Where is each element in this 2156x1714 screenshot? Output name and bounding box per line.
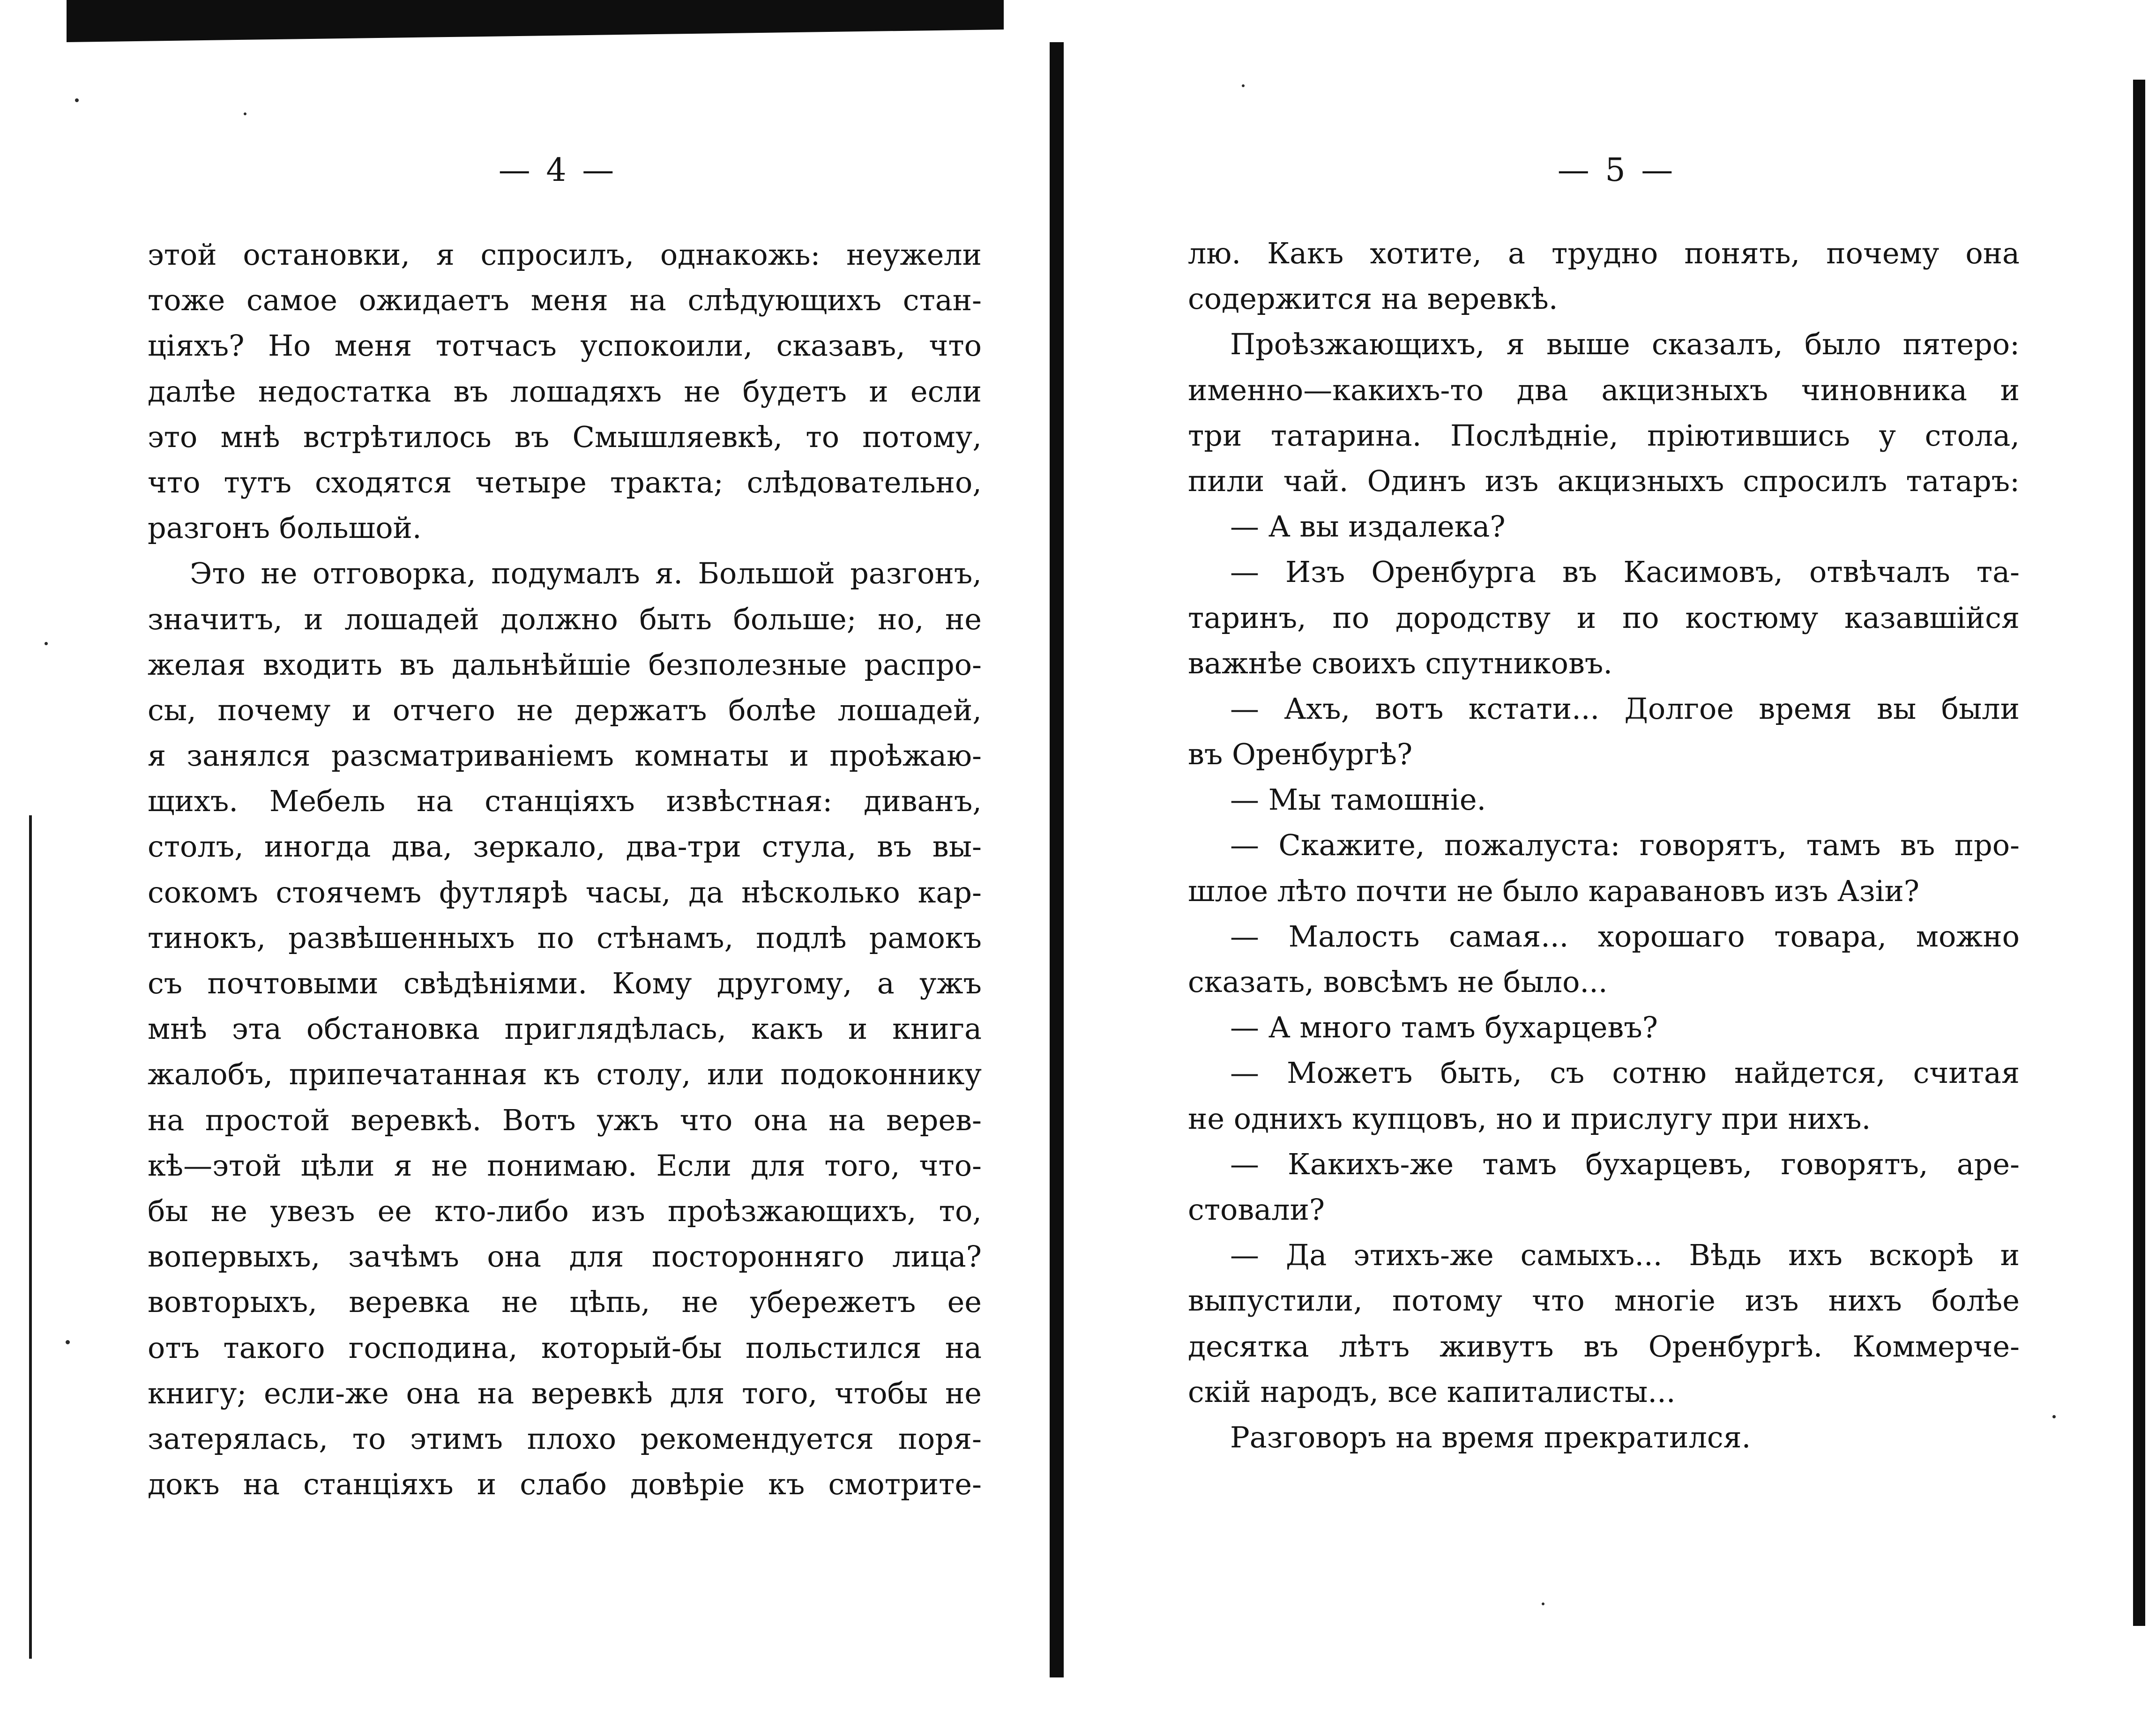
text-line: вовторыхъ, веревка не цѣпь, не убережетъ ее [148,1285,982,1319]
text-line: тоже самое ожидаетъ меня на слѣдующихъ стан- [148,283,982,318]
text-line: выпустили, потому что многіе изъ нихъ болѣе [1188,1283,2020,1318]
scan-edge-right [2133,80,2145,1626]
text-line: не однихъ купцовъ, но и прислугу при нихъ. [1188,1101,1871,1136]
text-line: докъ на станціяхъ и слабо довѣріе къ смотрите- [148,1467,982,1502]
text-line: сказать, вовсѣмъ не было... [1188,965,1608,999]
left-page-text [148,232,982,1507]
text-line: значитъ, и лошадей должно быть больше; но, не [148,602,982,636]
text-line: — А вы издалека? [1230,509,1506,544]
text-line: отъ такого господина, который-бы польстился на [148,1330,982,1365]
text-line: тинокъ, развѣшенныхъ по стѣнамъ, подлѣ рамокъ [148,920,982,955]
text-line: лю. Какъ хотите, а трудно понять, почему она [1188,236,2020,270]
text-line: — Мы тамошніе. [1230,782,1486,817]
text-line: это мнѣ встрѣтилось въ Смышляевкѣ, то потому, [148,419,982,454]
text-line: именно—какихъ-то два акцизныхъ чиновника и [1188,373,2020,407]
right-page-text [1188,231,2020,1460]
text-line: скій народъ, все капиталисты... [1188,1374,1676,1409]
text-line: — Ахъ, вотъ кстати... Долгое время вы были [1230,691,2020,726]
text-line: въ Оренбургѣ? [1188,737,1413,772]
text-line: сокомъ стоячемъ футлярѣ часы, да нѣсколько кар- [148,875,982,909]
text-line: далѣе недостатка въ лошадяхъ не будетъ и если [148,374,982,409]
text-line: стовали? [1188,1192,1325,1227]
scan-speck [75,98,79,102]
text-line: содержится на веревкѣ. [1188,282,1558,316]
text-line: столъ, иногда два, зеркало, два-три стула, въ вы- [148,829,982,864]
text-line: щихъ. Мебель на станціяхъ извѣстная: диванъ, [148,784,982,819]
scan-speck [66,1340,70,1344]
text-line: — Можетъ быть, съ сотню найдется, считая [1230,1056,2020,1090]
text-line: на простой веревкѣ. Вотъ ужъ что она на верев- [148,1103,982,1137]
text-line: — Изъ Оренбурга въ Касимовъ, отвѣчалъ та- [1230,555,2020,589]
text-line: три татарина. Послѣдніе, пріютившись у стола, [1188,418,2020,453]
text-line: — Малость самая... хорошаго товара, можно [1230,919,2020,954]
text-line: десятка лѣтъ живутъ въ Оренбургѣ. Коммерче- [1188,1329,2020,1364]
text-line: этой остановки, я спросилъ, однакожь: неужели [148,238,982,272]
text-line: Разговоръ на время прекратился. [1230,1420,1751,1454]
book-gutter [1050,42,1064,1677]
text-line: затерялась, то этимъ плохо рекомендуется поря- [148,1421,982,1456]
text-line: важнѣе своихъ спутниковъ. [1188,646,1613,680]
scan-speck [45,642,48,645]
text-line: бы не увезъ ее кто-либо изъ проѣзжающихъ, то, [148,1193,982,1228]
scan-speck [2052,1415,2056,1418]
text-line: — А много тамъ бухарцевъ? [1230,1010,1658,1045]
text-line: желая входить въ дальнѣйшіе безполезные распро- [148,647,982,682]
text-line: Это не отговорка, подумалъ я. Большой разгонъ, [190,556,982,591]
text-line: разгонъ большой. [148,511,422,545]
page-number-right: — 5 — [1557,152,1676,189]
text-line: пили чай. Одинъ изъ акцизныхъ спросилъ татаръ: [1188,463,2020,498]
text-line: — Скажите, пожалуста: говорятъ, тамъ въ про- [1230,828,2020,863]
scan-edge-left [29,815,32,1659]
scan-shadow-top [67,0,1004,42]
text-line: книгу; если-же она на веревкѣ для того, чтобы не [148,1376,982,1410]
text-line: вопервыхъ, зачѣмъ она для посторонняго лица? [148,1239,982,1274]
scan-speck [1542,1602,1544,1605]
text-line: сы, почему и отчего не держатъ болѣе лошадей, [148,693,982,727]
text-line: я занялся разсматриваніемъ комнаты и проѣжаю- [148,738,982,773]
text-line: — Какихъ-же тамъ бухарцевъ, говорятъ, аре- [1230,1147,2020,1181]
text-line: что тутъ сходятся четыре тракта; слѣдовательно, [148,465,982,499]
text-line: жалобъ, припечатанная къ столу, или подоконнику [148,1057,982,1092]
text-line: ціяхъ? Но меня тотчасъ успокоили, сказавъ, что [148,328,982,363]
text-line: мнѣ эта обстановка приглядѣлась, какъ и книга [148,1012,982,1046]
scan-speck [1242,84,1245,87]
text-line: съ почтовыми свѣдѣніями. Кому другому, а ужъ [148,966,982,1000]
page-number-left: — 4 — [498,152,617,189]
text-line: Проѣзжающихъ, я выше сказалъ, было пятеро: [1230,327,2020,362]
scan-speck [244,112,246,115]
text-line: — Да этихъ-же самыхъ... Вѣдь ихъ вскорѣ и [1230,1238,2020,1273]
text-line: таринъ, по дородству и по костюму казавшійся [1188,600,2020,635]
text-line: кѣ—этой цѣли я не понимаю. Если для того, что- [148,1148,982,1183]
text-line: шлое лѣто почти не было каравановъ изъ Азіи? [1188,873,1920,908]
